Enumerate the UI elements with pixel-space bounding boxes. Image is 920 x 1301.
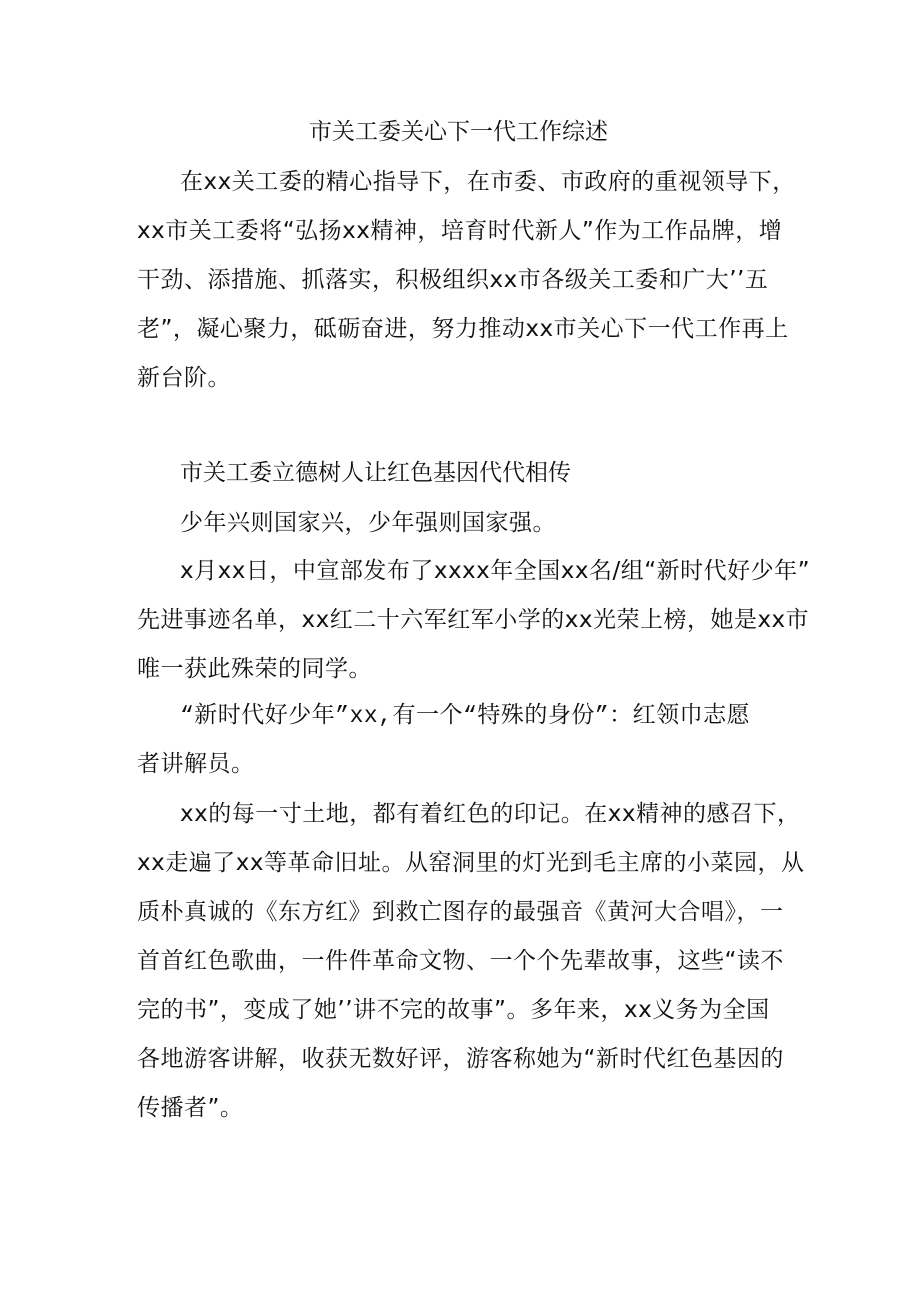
paragraph-line: 唯一获此殊荣的同学。 (137, 656, 372, 682)
paragraph-line: 干劲、添措施、抓落实，积极组织xx市各级关工委和广大’’五 (137, 267, 769, 293)
paragraph-line: 先进事迹名单，xx红二十六军红军小学的xx光荣上榜，她是xx市 (137, 607, 810, 633)
paragraph-line: 传播者”。 (137, 1095, 244, 1121)
paragraph-line: 新台阶。 (137, 365, 231, 391)
paragraph-line: 少年兴则国家兴，少年强则国家强。 (180, 510, 556, 536)
paragraph-line: 各地游客讲解，收获无数好评，游客称她为“新时代红色基因的 (137, 1046, 784, 1072)
paragraph-line: xx市关工委将“弘扬xx精神，培育时代新人”作为工作品牌，增 (137, 218, 783, 244)
paragraph-line: 首首红色歌曲，一件件革命文物、一个个先辈故事，这些“读不 (137, 948, 784, 974)
paragraph-line: xx走遍了xx等革命旧址。从窑洞里的灯光到毛主席的小菜园，从 (137, 850, 805, 876)
paragraph-line: xx的每一寸土地，都有着红色的印记。在xx精神的感召下， (180, 801, 801, 827)
paragraph-line: “新时代好少年”xx,有一个“特殊的身份”：红领巾志愿 (180, 703, 751, 729)
document-title: 市关工委关心下一代工作综述 (309, 119, 608, 145)
paragraph-line: 完的书”，变成了她’’讲不完的故事”。多年来，xx义务为全国 (137, 997, 770, 1023)
paragraph-line: 老”，凝心聚力，砥砺奋进，努力推动xx市关心下一代工作再上 (137, 316, 789, 342)
paragraph-line: 质朴真诚的《东方红》到救亡图存的最强音《黄河大合唱》，一 (137, 899, 784, 925)
paragraph-line: 者讲解员。 (137, 751, 255, 777)
paragraph-line: x月xx日，中宣部发布了xxxx年全国xx名/组“新时代好少年” (180, 558, 811, 584)
article-heading: 市关工委立德树人让红色基因代代相传 (180, 460, 571, 486)
paragraph-line: 在xx关工委的精心指导下，在市委、市政府的重视领导下， (180, 169, 796, 195)
